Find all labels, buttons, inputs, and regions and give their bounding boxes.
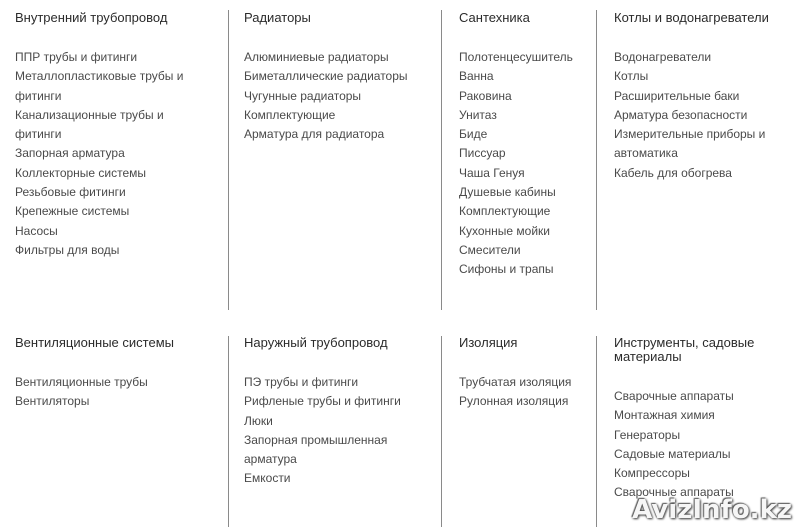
category-link[interactable]: Чаша Генуя: [459, 165, 525, 180]
category-link[interactable]: Вентиляторы: [15, 394, 90, 409]
category-link[interactable]: арматура: [244, 452, 297, 467]
category-link[interactable]: Алюминиевые радиаторы: [244, 50, 389, 64]
column-divider: [441, 336, 442, 527]
category-link[interactable]: Чугунные радиаторы: [244, 88, 362, 103]
column-divider: [228, 10, 229, 310]
item-list: [244, 48, 439, 144]
item-list: [614, 387, 794, 503]
category-link[interactable]: Биметаллические радиаторы: [244, 69, 408, 84]
column-ventilation: [15, 336, 225, 412]
item-list: [459, 48, 594, 280]
category-link[interactable]: Емкости: [244, 471, 291, 486]
item-list: [614, 48, 794, 183]
column-title[interactable]: Наружный трубопровод: [244, 335, 388, 350]
category-link[interactable]: Сварочные аппараты: [614, 485, 734, 500]
column-divider: [441, 10, 442, 310]
item-list: [244, 373, 439, 489]
column-insulation: [459, 336, 594, 412]
column-divider: [228, 336, 229, 527]
item-list: [15, 373, 225, 412]
category-link[interactable]: Люки: [244, 413, 273, 428]
category-link[interactable]: Писсуар: [459, 146, 506, 161]
category-link[interactable]: Кабель для обогрева: [614, 165, 732, 180]
column-divider: [596, 336, 597, 527]
category-link[interactable]: Крепежные системы: [15, 204, 130, 219]
category-link[interactable]: Резьбовые фитинги: [15, 185, 126, 200]
category-link[interactable]: Насосы: [15, 223, 58, 238]
category-link[interactable]: Ванна: [459, 69, 494, 84]
category-link[interactable]: фитинги: [15, 127, 62, 142]
category-link[interactable]: Комплектующие: [459, 204, 551, 219]
column-title[interactable]: Инструменты, садовые материалы: [614, 335, 755, 364]
item-list: [15, 48, 225, 260]
category-link[interactable]: ППР трубы и фитинги: [15, 50, 138, 64]
category-link[interactable]: Фильтры для воды: [15, 242, 120, 257]
category-link[interactable]: Рифленые трубы и фитинги: [244, 394, 401, 409]
category-link[interactable]: Компрессоры: [614, 466, 690, 481]
category-link[interactable]: Арматура безопасности: [614, 107, 748, 122]
category-link[interactable]: Монтажная химия: [614, 408, 715, 423]
category-link[interactable]: Арматура для радиатора: [244, 127, 385, 142]
column-boilers: [614, 11, 794, 183]
column-internal-piping: [15, 11, 225, 260]
column-plumbing: [459, 11, 594, 280]
category-link[interactable]: Рулонная изоляция: [459, 394, 569, 409]
category-link[interactable]: Унитаз: [459, 107, 497, 122]
column-title[interactable]: Котлы и водонагреватели: [614, 10, 769, 25]
category-link[interactable]: Раковина: [459, 88, 512, 103]
column-external-piping: [244, 336, 439, 489]
column-title[interactable]: Изоляция: [459, 335, 518, 350]
column-radiators: [244, 11, 439, 144]
category-link[interactable]: Запорная промышленная: [244, 432, 388, 447]
column-title[interactable]: Вентиляционные системы: [15, 335, 174, 350]
category-link[interactable]: Садовые материалы: [614, 446, 731, 461]
column-title[interactable]: Внутренний трубопровод: [15, 10, 168, 25]
category-link[interactable]: Сварочные аппараты: [614, 389, 734, 403]
category-link[interactable]: ПЭ трубы и фитинги: [244, 375, 359, 389]
category-link[interactable]: Запорная арматура: [15, 146, 125, 161]
category-link[interactable]: Котлы: [614, 69, 649, 84]
item-list: [459, 373, 594, 412]
category-link[interactable]: Трубчатая изоляция: [459, 375, 572, 389]
category-link[interactable]: Генераторы: [614, 427, 681, 442]
category-link[interactable]: Душевые кабины: [459, 185, 556, 200]
category-link[interactable]: Канализационные трубы и: [15, 107, 164, 122]
column-tools-garden: [614, 336, 794, 503]
category-link[interactable]: Вентиляционные трубы: [15, 375, 148, 389]
category-link[interactable]: Кухонные мойки: [459, 223, 550, 238]
category-link[interactable]: Измерительные приборы и: [614, 127, 766, 142]
category-link[interactable]: Комплектующие: [244, 107, 336, 122]
column-title[interactable]: Радиаторы: [244, 10, 311, 25]
category-link[interactable]: Коллекторные системы: [15, 165, 147, 180]
category-link[interactable]: Сифоны и трапы: [459, 262, 554, 277]
category-link[interactable]: автоматика: [614, 146, 678, 161]
column-divider: [596, 10, 597, 310]
column-title[interactable]: Сантехника: [459, 10, 530, 25]
category-link[interactable]: Водонагреватели: [614, 50, 712, 64]
category-link[interactable]: Биде: [459, 127, 488, 142]
category-link[interactable]: Расширительные баки: [614, 88, 740, 103]
category-link[interactable]: Смесители: [459, 242, 521, 257]
category-link[interactable]: фитинги: [15, 88, 62, 103]
category-link[interactable]: Полотенцесушитель: [459, 50, 573, 64]
category-link[interactable]: Металлопластиковые трубы и: [15, 69, 184, 84]
watermark-logo: AvizInfo.kz: [632, 495, 792, 525]
